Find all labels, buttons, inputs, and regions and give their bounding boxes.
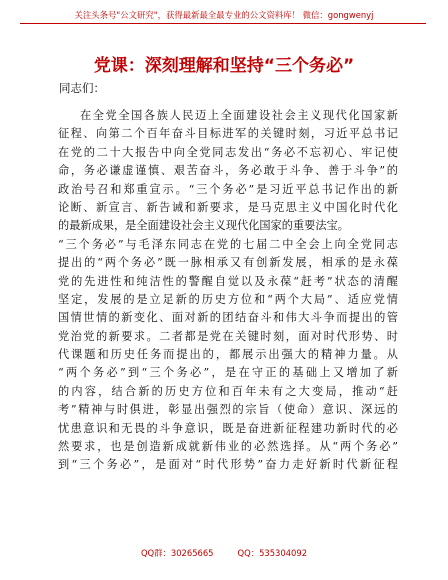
body-line: 考”精神与时俱进，彰显出强烈的宗旨（使命）意识、深远的 [58, 403, 398, 417]
body-line: 党的先进性和纯洁性的警醒自觉以及永葆“赶考”状态的清醒 [58, 274, 398, 288]
body-line: 忧患意识和无畏的斗争意识，既是奋进新征程建功新时代的必 [58, 421, 398, 435]
body-line: 到“三个务必”，是面对“时代形势”奋力走好新时代新征程 [58, 458, 398, 472]
body-line: 坚定，发展的是立足新的历史方位和“两个大局”、适应党情 [58, 292, 398, 306]
body-line: 在党的二十大报告中向全党同志发出“务必不忘初心、牢记使 [58, 145, 398, 159]
body-line: 的内容，结合新的历史方位和百年未有之大变局，推动“赶 [58, 384, 398, 398]
footer-qq: QQ：535304092 [237, 548, 308, 558]
body-line: “两个务必”到“三个务必”，是在守正的基础上又增加了新 [58, 366, 398, 380]
document-title: 党课：深刻理解和坚持“三个务必” [93, 56, 355, 76]
body-line: 命，务必谦虚谨慎、艰苦奋斗，务必敢于斗争、善于斗争”的 [58, 164, 398, 178]
body-line: 政治号召和郑重宣示。“三个务必”是习近平总书记作出的新 [58, 182, 398, 196]
salutation: 同志们： [59, 81, 105, 95]
body-line: 代课题和历史任务而提出的，都展示出强大的精神力量。从 [58, 348, 398, 362]
body-line: 论断、新宣言、新告诫和新要求，是马克思主义中国化时代化 [58, 200, 398, 214]
header-divider [20, 23, 426, 24]
body-line: 然要求，也是创造新成就新伟业的必然选择。从“两个务必” [58, 440, 398, 454]
body-line: 党治党的新要求。二者都是党在关键时刻，面对时代形势、时 [58, 329, 398, 343]
body-line: 征程、向第二个百年奋斗目标进军的关键时刻，习近平总书记 [58, 127, 398, 141]
body-line: “三个务必”与毛泽东同志在党的七届二中全会上向全党同志 [58, 237, 398, 251]
body-line: 的最新成果，是全面建设社会主义现代化国家的重要法宝。 [58, 219, 349, 233]
body-text [58, 107, 398, 475]
footer-contact [0, 547, 448, 559]
body-line: 在全党全国各族人民迈上全面建设社会主义现代化国家新 [80, 109, 398, 122]
body-line: 提出的“两个务必”既一脉相承又有创新发展，相承的是永葆 [58, 256, 398, 270]
footer-qq-group: QQ群：30265665 [140, 548, 214, 558]
body-line: 国情世情的新变化、面对新的团结奋斗和伟大斗争而提出的管 [58, 311, 398, 325]
header-notice: 关注头条号"公文研究"，获得最新最全最专业的公文资料库！ 微信：gongwenyj [74, 10, 374, 20]
